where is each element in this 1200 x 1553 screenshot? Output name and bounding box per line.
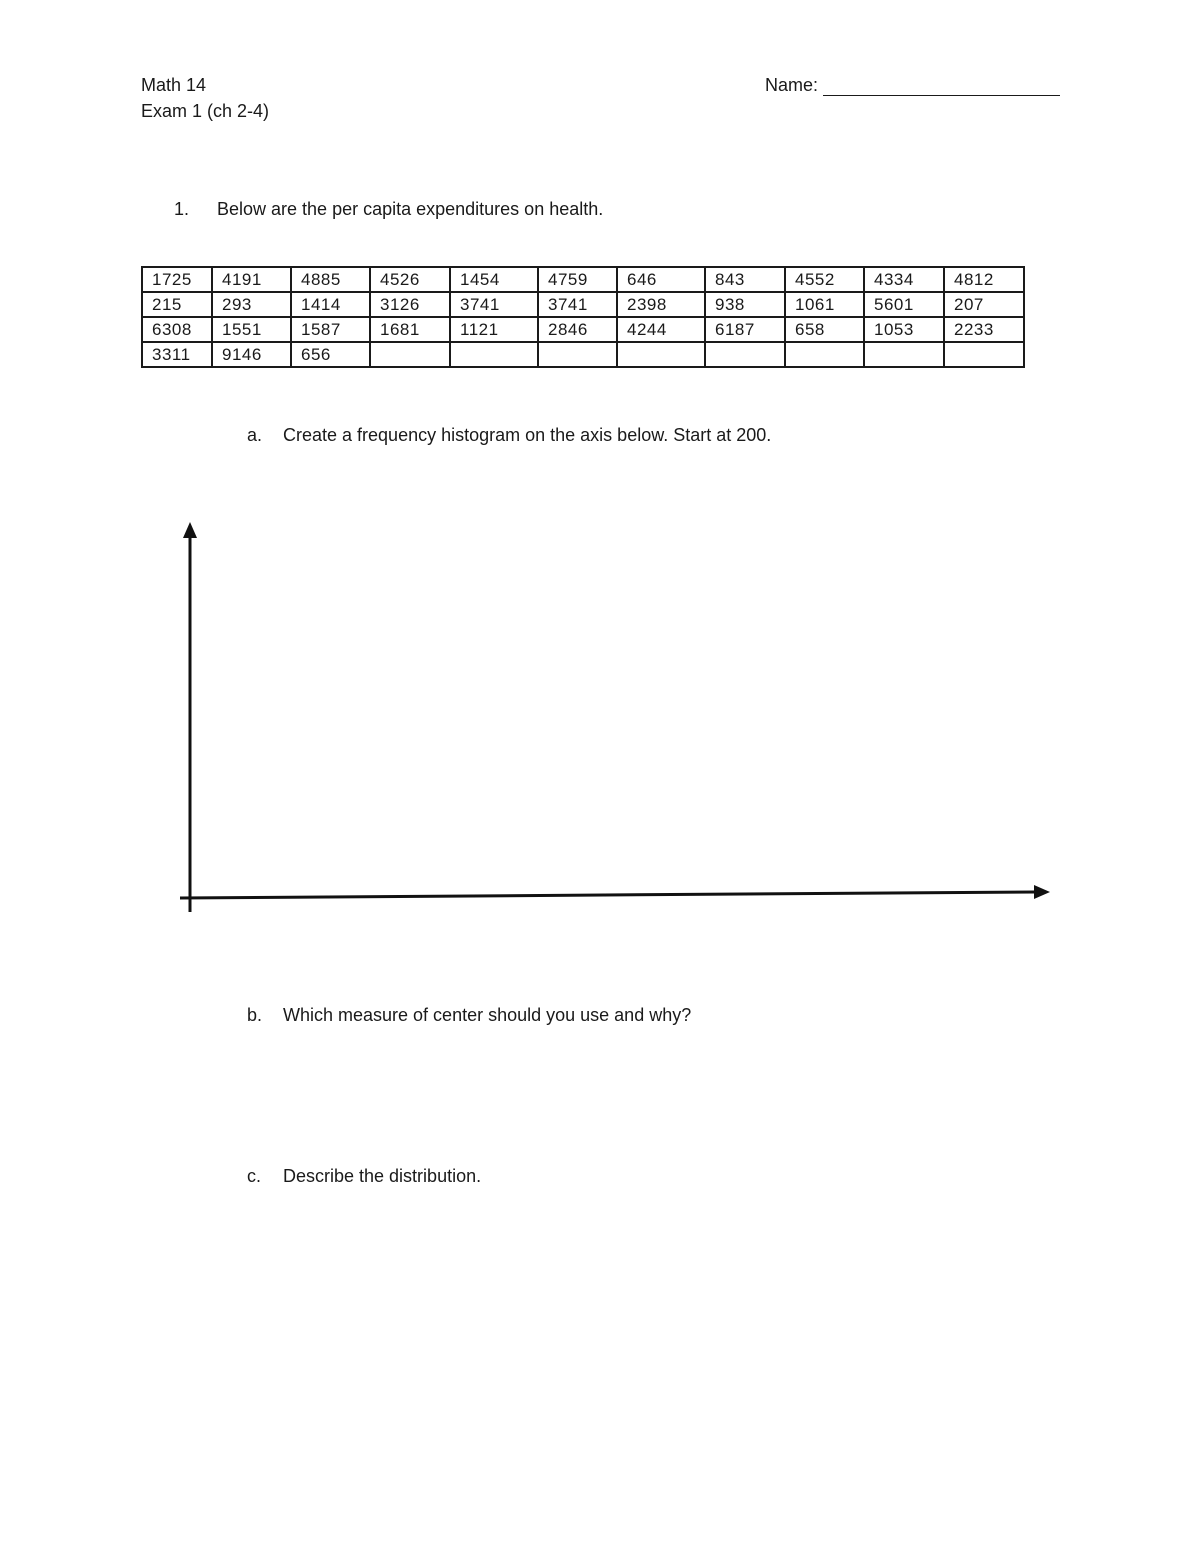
- table-cell: 4552: [785, 267, 864, 292]
- table-cell: 1681: [370, 317, 450, 342]
- table-cell: 4526: [370, 267, 450, 292]
- table-cell: 1587: [291, 317, 370, 342]
- exam-title: Exam 1 (ch 2-4): [141, 101, 270, 121]
- table-cell: 6308: [142, 317, 212, 342]
- part-b-letter: b.: [247, 1005, 263, 1025]
- table-cell: 2846: [538, 317, 617, 342]
- part-a-text: Create a frequency histogram on the axis below. Start at 200.: [283, 425, 772, 445]
- table-cell: 6187: [705, 317, 785, 342]
- table-cell: 4885: [291, 267, 370, 292]
- table-cell: 3741: [450, 292, 538, 317]
- table-cell: 4244: [617, 317, 705, 342]
- table-cell: 207: [944, 292, 1024, 317]
- table-cell: 4759: [538, 267, 617, 292]
- y-axis-arrow-icon: [183, 522, 197, 538]
- table-cell: 656: [291, 342, 370, 367]
- table-cell: 9146: [212, 342, 291, 367]
- part-c-text: Describe the distribution.: [283, 1166, 482, 1186]
- table-cell: 1121: [450, 317, 538, 342]
- table-cell: 293: [212, 292, 291, 317]
- table-cell: 1061: [785, 292, 864, 317]
- table-cell: 1725: [142, 267, 212, 292]
- table-cell: 1414: [291, 292, 370, 317]
- table-cell: 4812: [944, 267, 1024, 292]
- part-c-letter: c.: [247, 1166, 262, 1186]
- name-label: Name:: [765, 75, 819, 95]
- x-axis-arrow-icon: [1034, 885, 1050, 899]
- table-cell: 3126: [370, 292, 450, 317]
- table-cell: 5601: [864, 292, 944, 317]
- table-cell: 4334: [864, 267, 944, 292]
- part-a-letter: a.: [247, 425, 263, 445]
- table-cell: 1053: [864, 317, 944, 342]
- table-cell: 658: [785, 317, 864, 342]
- question-number: 1.: [174, 199, 190, 219]
- table-cell: 1551: [212, 317, 291, 342]
- y-axis: [183, 522, 197, 912]
- part-b-text: Which measure of center should you use and why?: [283, 1005, 692, 1025]
- table-cell: 215: [142, 292, 212, 317]
- table-cell: 4191: [212, 267, 291, 292]
- table-cell: 2398: [617, 292, 705, 317]
- table-cell: 938: [705, 292, 785, 317]
- table-cell: 843: [705, 267, 785, 292]
- question-text: Below are the per capita expenditures on health.: [217, 199, 604, 219]
- table-cell: 1454: [450, 267, 538, 292]
- course-title: Math 14: [141, 75, 207, 95]
- x-axis: [180, 885, 1050, 899]
- table-cell: 3311: [142, 342, 212, 367]
- table-cell: 3741: [538, 292, 617, 317]
- table-cell: 646: [617, 267, 705, 292]
- table-cell: 2233: [944, 317, 1024, 342]
